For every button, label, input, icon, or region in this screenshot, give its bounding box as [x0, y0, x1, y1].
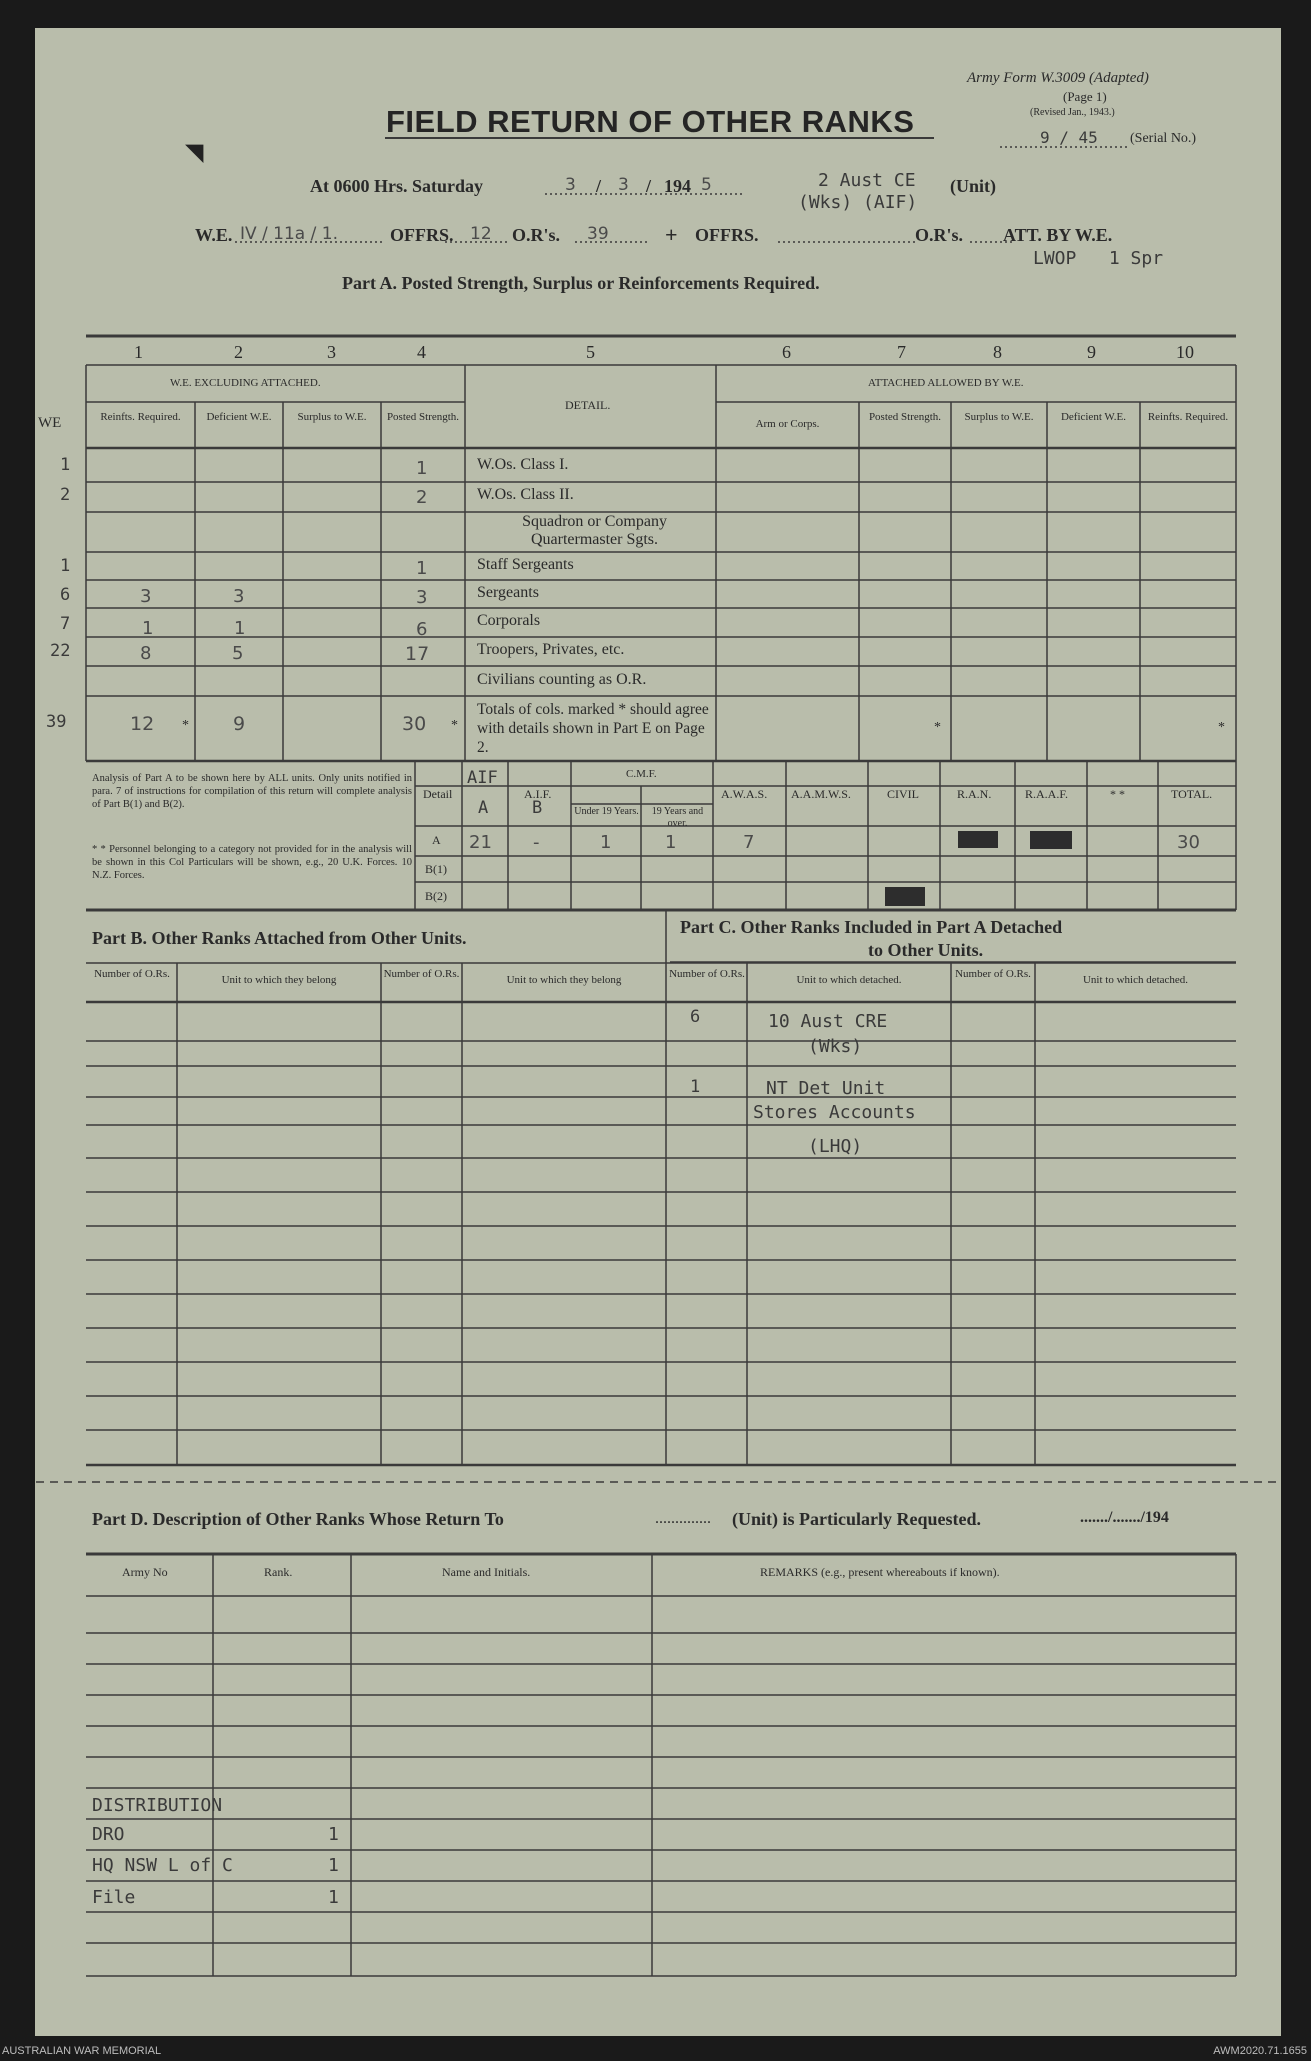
- we-value: 22: [50, 641, 71, 661]
- form-revision: (Revised Jan., 1943.): [1030, 107, 1115, 118]
- reinfts-required: 8: [140, 643, 152, 664]
- analysis-civil-header: CIVIL: [887, 787, 919, 801]
- date-year-prefix: 194: [664, 176, 691, 196]
- part-c-entry-unit: 10 Aust CRE: [768, 1011, 888, 1032]
- col-header: Reinfts. Required.: [1147, 411, 1229, 423]
- deficient-we: 5: [232, 643, 244, 664]
- we-value: 7: [60, 614, 71, 634]
- col-header: Posted Strength.: [868, 411, 942, 423]
- we-margin-label: WE: [38, 415, 62, 431]
- posted-strength: 6: [416, 619, 428, 640]
- col-header: Surplus to W.E.: [297, 411, 367, 423]
- distribution-label: DISTRIBUTION: [92, 1795, 223, 1816]
- col-header: Arm or Corps.: [755, 418, 820, 430]
- total-star: *: [451, 718, 458, 733]
- analysis-aif-header: AIF: [467, 768, 498, 788]
- detail-label: Troopers, Privates, etc.: [477, 641, 625, 658]
- analysis-row-label: B(1): [425, 862, 447, 876]
- att-label: ATT. BY W.E.: [1003, 225, 1113, 245]
- col-number: 10: [1176, 342, 1194, 362]
- date-month: 3: [618, 175, 629, 195]
- at-label: At 0600 Hrs. Saturday: [310, 176, 484, 196]
- col-header: Deficient W.E.: [1060, 411, 1127, 423]
- part-c-title-2: to Other Units.: [868, 940, 984, 960]
- unit-label: (Unit): [950, 176, 996, 196]
- footer-source: AUSTRALIAN WAR MEMORIAL: [2, 2045, 162, 2057]
- we-value: IV / 11a / 1.: [240, 224, 338, 244]
- col-number: 9: [1087, 342, 1096, 362]
- deficient-we: 1: [234, 618, 246, 639]
- part-d-header-remarks: REMARKS (e.g., present whereabouts if known).: [760, 1565, 1000, 1579]
- we-total: 39: [46, 712, 67, 732]
- corner-mark: ◥: [185, 138, 204, 166]
- analysis-cmf-header: C.M.F.: [626, 768, 657, 780]
- posted-strength-total: 30: [402, 713, 427, 735]
- analysis-awas-header: A.W.A.S.: [721, 787, 768, 801]
- total-star: *: [1218, 720, 1225, 735]
- analysis-over19-value: 1: [665, 832, 677, 853]
- date-day: 3: [565, 175, 576, 195]
- analysis-aif2-value: -: [533, 832, 540, 853]
- detail-label: Sergeants: [477, 584, 539, 601]
- ors-label: O.R's.: [512, 225, 561, 245]
- col-number: 8: [993, 342, 1002, 362]
- detail-label: W.Os. Class I.: [477, 456, 569, 473]
- analysis-note: Analysis of Part A to be shown here by ALL units. Only units notified in para. 7 of instructions for compilation of this return will complete analysis of Part B(1) and B(2).: [92, 773, 412, 810]
- part-b-header: Unit to which they belong: [506, 974, 622, 986]
- col-header: Deficient W.E.: [206, 411, 272, 423]
- part-c-entry-unit: (Wks): [808, 1036, 863, 1057]
- analysis-over19-header: 19 Years and over.: [651, 806, 704, 829]
- part-c-entry-unit: (LHQ): [808, 1136, 863, 1157]
- posted-strength: 1: [416, 458, 428, 479]
- part-d-date: ......./......./194: [1080, 1509, 1169, 1526]
- we-value: 1: [60, 556, 71, 576]
- posted-strength: 2: [416, 487, 428, 508]
- plus-sign: +: [665, 222, 678, 247]
- analysis-aamws-header: A.A.M.W.S.: [791, 787, 851, 801]
- part-b-title: Part B. Other Ranks Attached from Other Units.: [92, 928, 467, 948]
- col-number: 3: [327, 342, 336, 362]
- part-c-entry-number: 1: [690, 1077, 701, 1097]
- footer-accession: AWM2020.71.1655: [1213, 2045, 1307, 2057]
- part-d-header-army-no: Army No: [122, 1565, 168, 1579]
- analysis-under19-header: Under 19 Years.: [574, 806, 639, 817]
- part-c-header: Number of O.Rs.: [669, 968, 745, 980]
- col-number: 6: [782, 342, 791, 362]
- we-excluding-header: W.E. EXCLUDING ATTACHED.: [170, 377, 321, 389]
- detail-label: Squadron or Company Quartermaster Sgts.: [522, 513, 667, 548]
- analysis-detail-header: Detail: [423, 787, 453, 801]
- we-value: 1: [60, 455, 71, 475]
- analysis-other-header: * *: [1110, 787, 1125, 801]
- distribution-item-qty: 1: [328, 1887, 339, 1908]
- col-number: 2: [234, 342, 243, 362]
- analysis-raaf-header: R.A.A.F.: [1025, 787, 1069, 801]
- posted-strength: 3: [416, 587, 428, 608]
- form-page-number: (Page 1): [1063, 89, 1107, 104]
- offrs-value: 12: [470, 224, 492, 244]
- reinfts-required: 1: [142, 618, 154, 639]
- part-c-entry-unit: Stores Accounts: [753, 1102, 916, 1123]
- analysis-aif2-sub: B: [532, 798, 543, 818]
- detail-label: Corporals: [477, 612, 541, 629]
- analysis-aif2-header: A.I.F.: [524, 787, 552, 801]
- distribution-item-qty: 1: [328, 1824, 339, 1845]
- analysis-ran-header: R.A.N.: [957, 787, 992, 801]
- analysis-total-header: TOTAL.: [1171, 787, 1213, 801]
- analysis-total-value: 30: [1177, 832, 1200, 853]
- analysis-aif-value: 21: [469, 832, 492, 853]
- distribution-item-qty: 1: [328, 1855, 339, 1876]
- detail-label: W.Os. Class II.: [477, 486, 574, 503]
- reinfts-required: 3: [140, 586, 152, 607]
- we-value: 2: [60, 485, 71, 505]
- deficient-we-total: 9: [233, 713, 246, 735]
- offrs2-label: OFFRS.: [695, 225, 759, 245]
- date-year-suffix: 5: [701, 175, 712, 195]
- col-number: 5: [586, 342, 595, 362]
- lwop-note: LWOP 1 Spr: [1033, 248, 1164, 269]
- serial-label: (Serial No.): [1130, 131, 1197, 146]
- ors-value: 39: [587, 224, 609, 244]
- reinfts-required-total: 12: [130, 713, 155, 735]
- detail-label: Civilians counting as O.R.: [477, 671, 647, 688]
- total-star: *: [182, 718, 189, 733]
- form-title: FIELD RETURN OF OTHER RANKS: [386, 104, 915, 139]
- col-header: Surplus to W.E.: [964, 411, 1034, 423]
- analysis-awas-value: 7: [743, 832, 755, 853]
- total-star: *: [934, 720, 941, 735]
- detail-header: DETAIL.: [565, 398, 611, 412]
- part-b-header: Number of O.Rs.: [94, 968, 170, 980]
- col-number: 7: [897, 342, 906, 362]
- totals-note: Totals of cols. marked * should agree with details shown in Part E on Page 2.: [477, 701, 709, 756]
- part-c-header: Number of O.Rs.: [955, 968, 1031, 980]
- attached-allowed-header: ATTACHED ALLOWED BY W.E.: [868, 377, 1024, 389]
- distribution-item-name: DRO: [92, 1824, 125, 1845]
- form-number: Army Form W.3009 (Adapted): [967, 70, 1149, 86]
- part-c-header: Unit to which detached.: [796, 974, 902, 986]
- distribution-item-name: File: [92, 1887, 136, 1908]
- part-c-entry-unit: NT Det Unit: [766, 1078, 886, 1099]
- we-value: 6: [60, 585, 71, 605]
- analysis-note-categories: * * Personnel belonging to a category not provided for in the analysis will be shown in this Col Particulars will be shown, e.g., 20 U.K. Forces. 10 N.Z. Forces.: [92, 844, 412, 881]
- part-b-header: Unit to which they belong: [221, 974, 337, 986]
- analysis-under19-value: 1: [600, 832, 612, 853]
- part-c-header: Unit to which detached.: [1082, 974, 1189, 986]
- posted-strength: 1: [416, 558, 428, 579]
- ors2-label: O.R's.: [915, 225, 964, 245]
- serial-number: 9 / 45: [1040, 128, 1098, 147]
- analysis-aif-sub: A: [478, 798, 489, 818]
- unit-value-line2: (Wks) (AIF): [798, 192, 918, 213]
- redaction-mark: [958, 831, 998, 848]
- part-d-header-name: Name and Initials.: [442, 1565, 531, 1579]
- posted-strength: 17: [405, 643, 430, 665]
- part-c-title: Part C. Other Ranks Included in Part A Detached: [680, 917, 1063, 937]
- part-a-title: Part A. Posted Strength, Surplus or Reinforcements Required.: [342, 273, 820, 293]
- part-d-unit-label: (Unit) is Particularly Requested.: [732, 1509, 981, 1529]
- detail-label: Staff Sergeants: [477, 556, 574, 573]
- we-label: W.E.: [195, 225, 233, 245]
- part-d-header-rank: Rank.: [264, 1565, 293, 1579]
- col-header: Posted Strength.: [386, 411, 460, 423]
- offrs-label: OFFRS.: [390, 225, 454, 245]
- redaction-mark: [885, 887, 925, 906]
- part-b-header: Number of O.Rs.: [383, 968, 460, 980]
- analysis-row-label: B(2): [425, 889, 447, 903]
- analysis-row-label: A: [432, 833, 441, 847]
- col-number: 1: [134, 342, 143, 362]
- part-d-unit-blank: ..............: [655, 1510, 711, 1527]
- deficient-we: 3: [233, 586, 245, 607]
- redaction-mark: [1030, 831, 1072, 849]
- col-header: Reinfts. Required.: [100, 411, 181, 423]
- col-number: 4: [417, 342, 426, 362]
- distribution-item-name: HQ NSW L of C: [92, 1855, 233, 1876]
- unit-value-line1: 2 Aust CE: [818, 170, 916, 191]
- part-c-entry-number: 6: [690, 1007, 701, 1027]
- part-d-title: Part D. Description of Other Ranks Whose Return To: [92, 1509, 504, 1529]
